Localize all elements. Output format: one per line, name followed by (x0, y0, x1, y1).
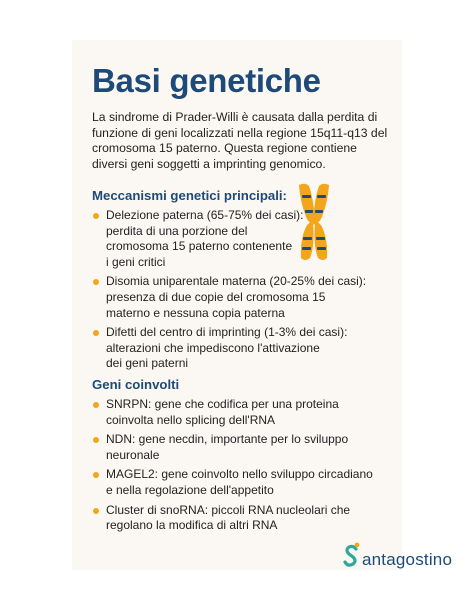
bullet-icon (93, 437, 99, 443)
list-item: Disomia uniparentale materna (20-25% dei casi): presenza di due copie del cromosoma 15 materno e nessuna copia paterna (92, 274, 382, 321)
list-item: MAGEL2: gene coinvolto nello sviluppo circadiano e nella regolazione dell'appetito (92, 467, 392, 498)
list-item: Cluster di snoRNA: piccoli RNA nucleolari che regolano la modifica di altri RNA (92, 503, 392, 534)
bullet-icon (93, 330, 99, 336)
genes-list (92, 397, 392, 534)
bullet-icon (93, 402, 99, 408)
page-title: Basi genetiche (92, 62, 321, 99)
bullet-icon (93, 472, 99, 478)
bullet-icon (93, 279, 99, 285)
list-item: Difetti del centro di imprinting (1-3% dei casi): alterazioni che impediscono l'attivazione dei geni paterni (92, 325, 382, 372)
genes-heading: Geni coinvolti (92, 377, 180, 392)
logo-wordmark: antagostino (362, 550, 453, 569)
list-item: SNRPN: gene che codifica per una proteina coinvolta nello splicing dell'RNA (92, 397, 392, 428)
chromosome-icon (296, 183, 332, 261)
mechanisms-heading: Meccanismi genetici principali: (92, 188, 287, 203)
santagostino-logo (343, 542, 452, 568)
santagostino-s-logo-icon (343, 542, 361, 568)
intro-paragraph: La sindrome di Prader-Willi è causata dalla perdita di funzione di geni localizzati nella regione 15q11-q13 del cromosoma 15 paterno. Questa regione contiene diversi geni soggetti a imprinting genomico. (92, 110, 388, 171)
mechanisms-list (92, 208, 382, 372)
bullet-icon (93, 213, 99, 219)
list-item: NDN: gene necdin, importante per lo sviluppo neuronale (92, 432, 392, 463)
list-item: Delezione paterna (65-75% dei casi): perdita di una porzione del cromosoma 15 paterno contenente i geni critici (92, 208, 382, 270)
bullet-icon (93, 508, 99, 514)
